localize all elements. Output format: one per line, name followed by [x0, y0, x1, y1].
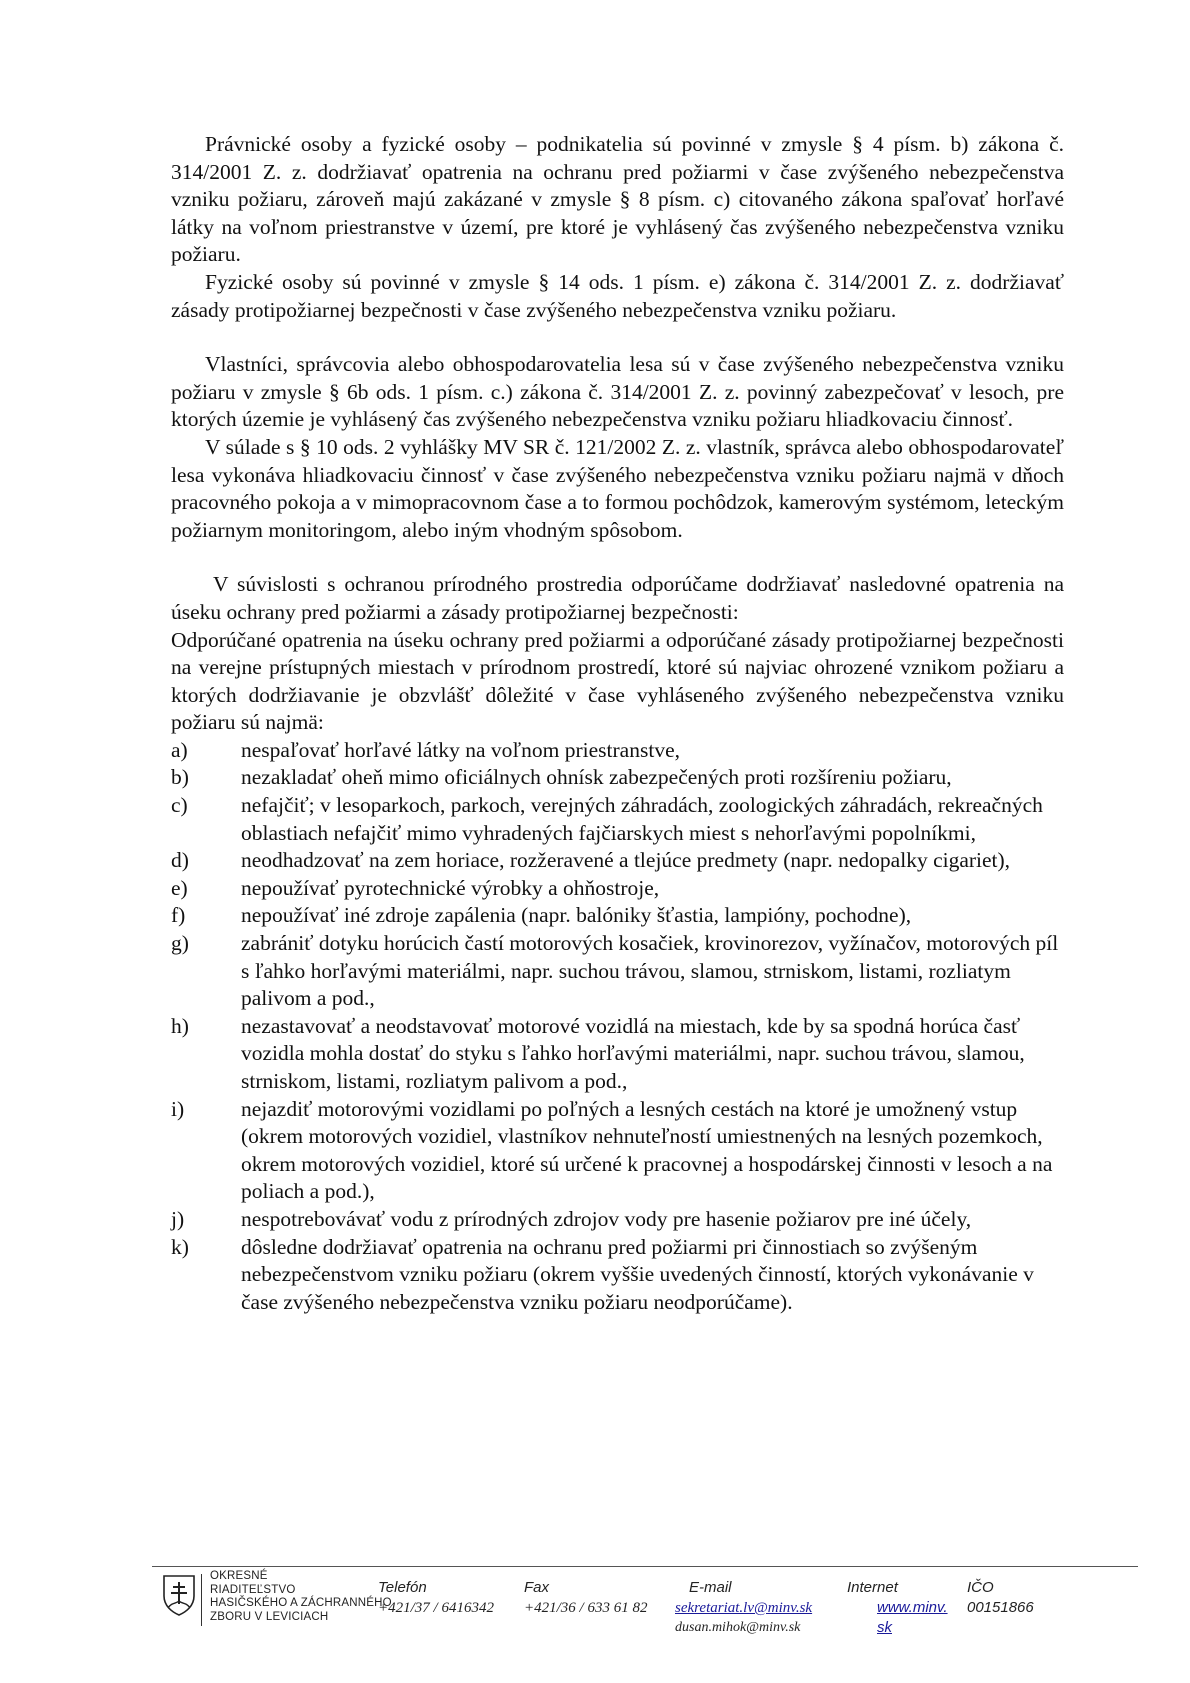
fax-value: +421/36 / 633 61 82 — [524, 1600, 648, 1616]
paragraph-patrol-activity: V súlade s § 10 ods. 2 vyhlášky MV SR č. 121/2002 Z. z. vlastník, správca alebo obhospodarovateľ lesa vykonáva hliadkovaciu činnosť v čase zvýšeného nebezpečenstva vzniku požiaru najmä v dňoch pracovného pokoja a v mimopracovnom čase a to formou pochôdzok, kamerovým systémom, leteckým požiarnym monitoringom, alebo iným vhodným spôsobom. — [171, 434, 1064, 542]
list-item-label: c) — [171, 793, 188, 818]
ico-value: 00151866 — [967, 1599, 1034, 1616]
organization-name: OKRESNÉ RIADITEĽSTVO HASIČSKÉHO A ZÁCHRANNÉHO ZBORU V LEVICIACH — [210, 1570, 392, 1623]
footer-internet — [847, 1578, 948, 1638]
list-item — [171, 1206, 1064, 1234]
paragraph-forest-owners: Vlastníci, správcovia alebo obhospodarovatelia lesa sú v čase zvýšeného nebezpečenstva vzniku požiaru v zmysle § 6b ods. 1 písm. c.) zákona č. 314/2001 Z. z. povinný zabezpečovať v lesoch, pre ktorých územie je vyhlásený čas zvýšeného nebezpečenstva vzniku požiaru hliadkovaciu činnosť. — [171, 352, 1064, 432]
internet-label: Internet — [847, 1579, 898, 1596]
list-item-text: nezakladať oheň mimo oficiálnych ohnísk zabezpečených proti rozšíreniu požiaru, — [241, 765, 952, 790]
list-item-text: neodhadzovať na zem horiace, rozžeravené a tlejúce predmety (napr. nedopalky cigariet), — [241, 848, 1011, 873]
list-item-label: a) — [171, 737, 188, 762]
list-item-label: g) — [171, 931, 189, 956]
list-item — [171, 902, 1064, 930]
list-item — [171, 792, 1064, 847]
list-item-text: dôsledne dodržiavať opatrenia na ochranu pred požiarmi pri činnostiach so zvýšeným nebezpečenstvom vzniku požiaru (okrem vyššie uvedených činností, ktorých vykonávanie v čase zvýšeného nebezpečenstva vzniku požiaru neodporúčame). — [241, 1234, 1034, 1314]
footer-ico — [967, 1578, 1034, 1618]
coat-of-arms-icon — [162, 1574, 196, 1616]
list-item-text: nezastavovať a neodstavovať motorové vozidlá na miestach, kde by sa spodná horúca časť vozidla mohla dostať do styku s ľahko horľavými materiálmi, napr. suchou trávou, slamou, strniskom, listami, rozliatym palivom a pod., — [241, 1013, 1025, 1093]
footer-phone — [378, 1578, 494, 1618]
footer-divider — [152, 1566, 1138, 1567]
website-link[interactable]: www.minv. sk — [877, 1599, 948, 1636]
email-value-personal: dusan.mihok@minv.sk — [675, 1620, 801, 1635]
list-item — [171, 1013, 1064, 1096]
paragraph-natural-persons: Fyzické osoby sú povinné v zmysle § 14 ods. 1 písm. e) zákona č. 314/2001 Z. z. dodržiavať zásady protipožiarnej bezpečnosti v čase zvýšeného nebezpečenstva vzniku požiaru. — [171, 269, 1064, 322]
measures-list — [171, 737, 1064, 1316]
footer-fax — [524, 1578, 647, 1618]
list-item-label: b) — [171, 765, 189, 790]
list-item — [171, 847, 1064, 875]
list-item — [171, 737, 1064, 765]
paragraph-environment-intro: V súvislosti s ochranou prírodného prostredia odporúčame dodržiavať nasledovné opatrenia na úseku ochrany pred požiarmi a zásady protipožiarnej bezpečnosti: — [171, 572, 1064, 624]
list-item-label: d) — [171, 848, 189, 873]
ico-label: IČO — [967, 1579, 994, 1596]
paragraph-legal-persons: Právnické osoby a fyzické osoby – podnikatelia sú povinné v zmysle § 4 písm. b) zákona č. 314/2001 Z. z. dodržiavať opatrenia na ochranu pred požiarmi v čase zvýšeného nebezpečenstva vzniku požiaru, zároveň majú zakázané v zmysle § 8 písm. c) citovaného zákona spaľovať horľavé látky na voľnom priestranstve v území, pre ktoré je vyhlásený čas zvýšeného nebezpečenstva vzniku požiaru. — [171, 132, 1064, 267]
list-item-text: zabrániť dotyku horúcich častí motorových kosačiek, krovinorezov, vyžínačov, motorových píl s ľahko horľavými materiálmi, napr. suchou trávou, slamou, strniskom, listami, rozliatym palivom a pod., — [241, 931, 1059, 1011]
list-item-label: h) — [171, 1013, 189, 1038]
letterhead-footer — [152, 1566, 1138, 1646]
list-item-label: j) — [171, 1206, 185, 1231]
list-item-label: f) — [171, 903, 186, 928]
document-body — [171, 131, 1064, 1316]
list-item-text: nespotrebovávať vodu z prírodných zdrojov vody pre hasenie požiarov pre iné účely, — [241, 1206, 972, 1231]
footer-email — [675, 1578, 812, 1638]
list-item-text: nespaľovať horľavé látky na voľnom priestranstve, — [241, 737, 680, 762]
phone-value: +421/37 / 6416342 — [378, 1600, 494, 1616]
list-item — [171, 1234, 1064, 1317]
email-label: E-mail — [689, 1579, 732, 1596]
list-item — [171, 764, 1064, 792]
footer-vertical-divider — [201, 1574, 202, 1626]
list-item — [171, 875, 1064, 903]
list-item-text: nepoužívať iné zdroje zapálenia (napr. balóniky šťastia, lampióny, pochodne), — [241, 903, 912, 928]
list-item-label: i) — [171, 1096, 185, 1121]
list-item — [171, 930, 1064, 1013]
list-item-text: nepoužívať pyrotechnické výrobky a ohňostroje, — [241, 875, 660, 900]
list-item — [171, 1096, 1064, 1206]
list-item-label: e) — [171, 875, 188, 900]
email-link-secretariat[interactable]: sekretariat.lv@minv.sk — [675, 1600, 813, 1616]
list-item-label: k) — [171, 1234, 189, 1259]
list-item-text: nefajčiť; v lesoparkoch, parkoch, verejných záhradách, zoologických záhradách, rekreačných oblastiach nefajčiť mimo vyhradených fajčiarskych miest s nehorľavými popolníkmi, — [241, 793, 1043, 845]
list-item-text: nejazdiť motorovými vozidlami po poľných a lesných cestách na ktoré je umožnený vstup (okrem motorových vozidiel, vlastníkov nehnuteľností umiestnených na lesných pozemkoch, okrem motorových vozidiel, ktoré sú určené k pracovnej a hospodárskej činnosti v lesoch a na poliach a pod.), — [241, 1096, 1053, 1204]
phone-label: Telefón — [378, 1579, 427, 1596]
paragraph-recommended-measures: Odporúčané opatrenia na úseku ochrany pred požiarmi a odporúčané zásady protipožiarnej bezpečnosti na verejne prístupných miestach v prírodnom prostredí, ktoré sú najviac ohrozené vznikom požiaru a ktorých dodržiavanie je obzvlášť dôležité v čase vyhláseného zvýšeného nebezpečenstva vzniku požiaru sú najmä: — [171, 627, 1064, 735]
fax-label: Fax — [524, 1579, 550, 1596]
